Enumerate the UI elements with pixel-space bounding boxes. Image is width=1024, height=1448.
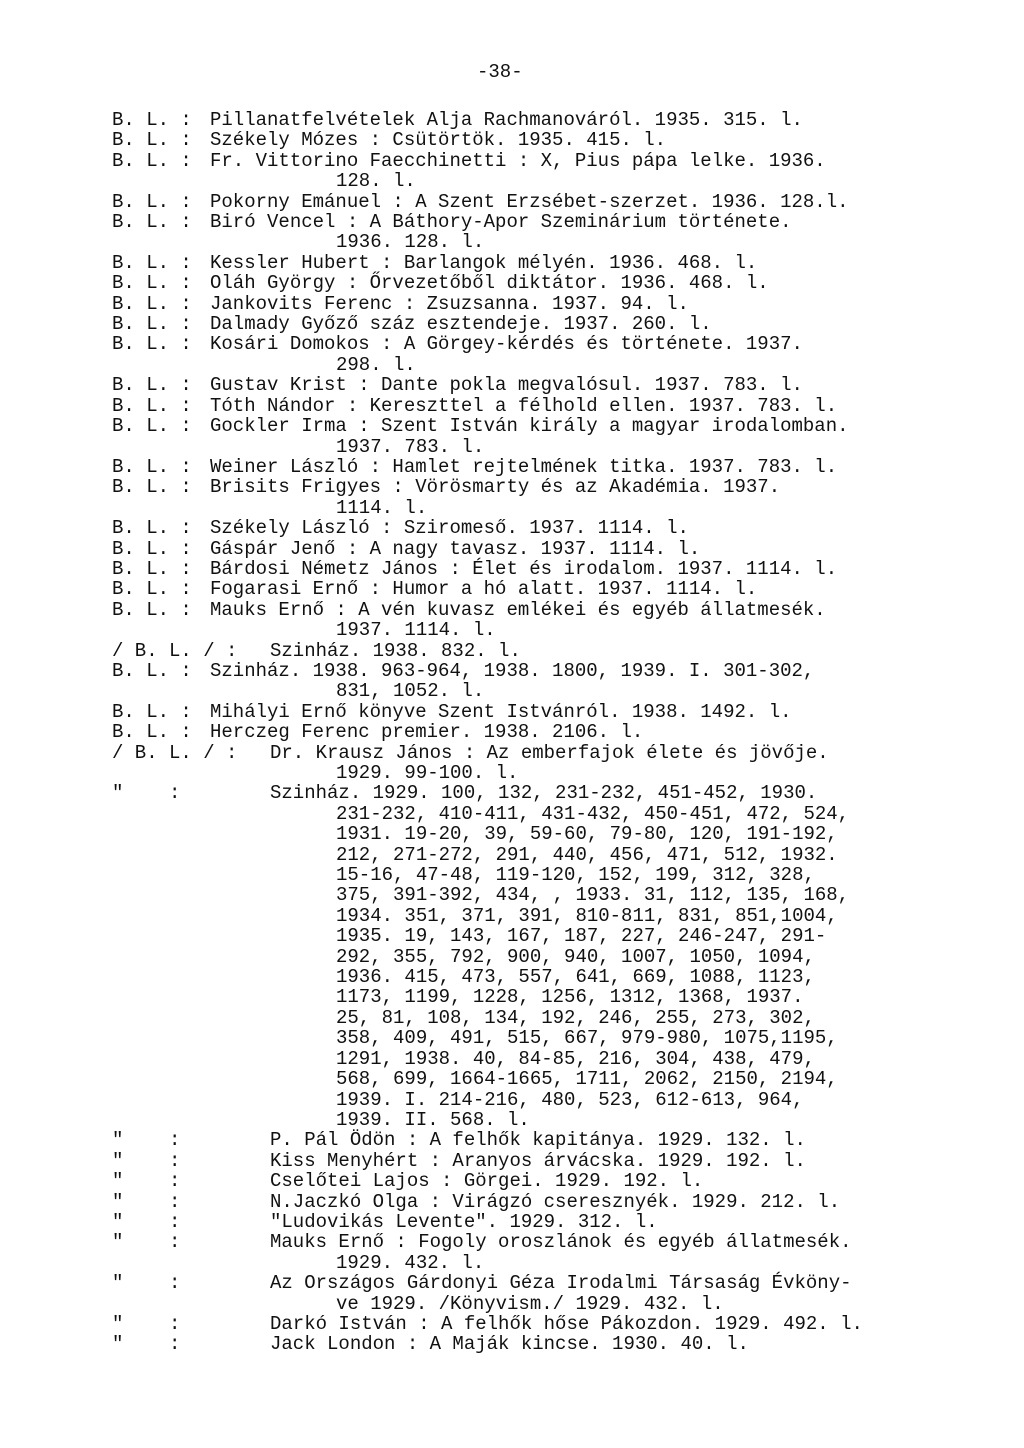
bibliography-entry — [112, 661, 992, 702]
entry-source-prefix: B. L. : — [112, 598, 204, 621]
entry-source-prefix: B. L. : — [112, 313, 204, 336]
bibliography-entry — [112, 600, 992, 641]
entry-text: "Ludovikás Levente". 1929. 312. l. — [270, 1210, 658, 1233]
entry-source-prefix: B. L. : — [112, 129, 204, 152]
entry-source-prefix: B. L. : — [112, 149, 204, 172]
entry-text: Kessler Hubert : Barlangok mélyén. 1936. 468. l. — [210, 251, 758, 274]
entry-text: Székely László : Sziromeső. 1937. 1114. l. — [210, 517, 689, 540]
bibliography-entry — [112, 1314, 992, 1334]
entry-text: Gustav Krist : Dante pokla megvalósul. 1937. 783. l. — [210, 374, 803, 397]
entry-source-prefix: B. L. : — [112, 455, 204, 478]
entry-source-prefix: B. L. : — [112, 578, 204, 601]
entry-source-prefix: B. L. : — [112, 190, 204, 213]
entry-source-prefix: B. L. : — [112, 721, 204, 744]
entry-text: Mauks Ernő : Fogoly oroszlánok és egyéb állatmesék. 1929. 432. l. — [270, 1231, 852, 1274]
entry-source-prefix: B. L. : — [112, 272, 204, 295]
entry-text: N.Jaczkó Olga : Virágzó cseresznyék. 1929. 212. l. — [270, 1190, 841, 1213]
entry-text: P. Pál Ödön : A felhők kapitánya. 1929. 132. l. — [270, 1129, 806, 1152]
bibliography-entry — [112, 579, 992, 599]
entry-text: Jankovits Ferenc : Zsuzsanna. 1937. 94. l. — [210, 292, 689, 315]
entry-text: Pillanatfelvételek Alja Rachmanováról. 1935. 315. l. — [210, 109, 803, 131]
bibliography-entry — [112, 641, 992, 661]
entry-source-prefix: B. L. : — [112, 537, 204, 560]
bibliography-entry — [112, 212, 992, 253]
bibliography-entry — [112, 1334, 992, 1354]
bibliography-entry — [112, 1273, 992, 1314]
entry-source-prefix: " : — [112, 1312, 192, 1335]
bibliography-entry — [112, 130, 992, 150]
entry-text: Tóth Nándor : Kereszttel a félhold ellen. 1937. 783. l. — [210, 394, 838, 417]
bibliography-entry — [112, 151, 992, 192]
entry-source-prefix: B. L. : — [112, 374, 204, 397]
entry-text: Gockler Irma : Szent István király a magyar irodalomban. 1937. 783. l. — [210, 415, 849, 458]
bibliography-entry — [112, 396, 992, 416]
bibliography-entry — [112, 457, 992, 477]
entry-text: Darkó István : A felhők hőse Pákozdon. 1929. 492. l. — [270, 1312, 863, 1335]
bibliography-entry — [112, 743, 992, 784]
bibliography-entry — [112, 416, 992, 457]
bibliography-entry — [112, 375, 992, 395]
entry-text: Dr. Krausz János : Az emberfajok élete és jövője. 1929. 99-100. l. — [270, 741, 829, 784]
entry-source-prefix: B. L. : — [112, 333, 204, 356]
entry-text: Dalmady Győző száz esztendeje. 1937. 260. l. — [210, 313, 712, 336]
entry-source-prefix: B. L. : — [112, 109, 204, 131]
entry-text: Az Országos Gárdonyi Géza Irodalmi Társaság Évköny- ve 1929. /Könyvism./ 1929. 432. l. — [270, 1272, 852, 1315]
bibliography-entry — [112, 294, 992, 314]
entry-source-prefix: " : — [112, 1190, 192, 1213]
entry-source-prefix: " : — [112, 1129, 192, 1152]
entry-text: Cselőtei Lajos : Görgei. 1929. 192. l. — [270, 1170, 704, 1193]
entry-text: Gáspár Jenő : A nagy tavasz. 1937. 1114. l. — [210, 537, 701, 560]
entry-source-prefix: B. L. : — [112, 415, 204, 438]
entry-text: Kosári Domokos : A Görgey-kérdés és története. 1937. 298. l. — [210, 333, 803, 376]
entry-source-prefix: " : — [112, 1170, 192, 1193]
page-number: -38- — [477, 61, 523, 83]
entry-source-prefix: B. L. : — [112, 517, 204, 540]
entry-text: Mauks Ernő : A vén kuvasz emlékei és egyéb állatmesék. 1937. 1114. l. — [210, 598, 826, 642]
entry-source-prefix: " : — [112, 782, 192, 805]
entry-text: Mihályi Ernő könyve Szent Istvánról. 1938. 1492. l. — [210, 700, 792, 723]
entry-source-prefix: B. L. : — [112, 251, 204, 274]
bibliography-entry — [112, 722, 992, 742]
entry-source-prefix: B. L. : — [112, 659, 204, 682]
entry-text: Herczeg Ferenc premier. 1938. 2106. l. — [210, 721, 644, 744]
bibliography-entry — [112, 314, 992, 334]
entry-source-prefix: B. L. : — [112, 476, 204, 499]
entry-text: Weiner László : Hamlet rejtelmének titka. 1937. 783. l. — [210, 455, 838, 478]
entry-text: Fogarasi Ernő : Humor a hó alatt. 1937. 1114. l. — [210, 578, 758, 601]
entry-text: Fr. Vittorino Faecchinetti : X, Pius pápa lelke. 1936. 128. l. — [210, 149, 826, 193]
bibliography-entry — [112, 518, 992, 538]
entry-text: Bárdosi Németz János : Élet és irodalom. 1937. 1114. l. — [210, 557, 838, 580]
bibliography-entry — [112, 273, 992, 293]
entry-source-prefix: / B. L. / : — [112, 741, 249, 764]
bibliography-entry — [112, 1151, 992, 1171]
bibliography-entry — [112, 1192, 992, 1212]
entry-source-prefix: " : — [112, 1149, 192, 1172]
entry-text: Kiss Menyhért : Aranyos árvácska. 1929. 192. l. — [270, 1149, 806, 1172]
bibliography-entry — [112, 192, 992, 212]
entry-text: Szinház. 1938. 832. l. — [270, 639, 521, 662]
entry-text: Brisits Frigyes : Vörösmarty és az Akadémia. 1937. 1114. l. — [210, 476, 781, 519]
bibliography-list — [112, 110, 992, 1355]
entry-text: Szinház. 1929. 100, 132, 231-232, 451-452, 1930. 231-232, 410-411, 431-432, 450-451, 472, 524, 1931. 19-20, 39, 59-60, 79-80, 120, 191-192, 212, 271-272, 291, 440, 456, 471, 512, 1932. 15-16, 47-48, 119-120, 152, 199, 312, 328, 375, 391-392, 434, , 1933. 31, 112, 135, 168, 1934. 351, 371, 391, 810-811, 831, 851,1004, 1935. 19, 143, 167, 187, 227, 246-247, 291- 292, 355, 792, 900, 940, 1007, 1050, 1094, 1936. 415, 473, 557, 641, 669, 1088, 1123, 1173, 1199, 1228, 1256, 1312, 1368, 1937. 25, 81, 108, 134, 192, 246, 255, 273, 302, 358, 409, 491, 515, 667, 979-980, 1075,1195, 1291, 1938. 40, 84-85, 216, 304, 438, 479, 568, 699, 1664-1665, 1711, 2062, 2150, 2194, 1939. I. 214-216, 480, 523, 612-613, 964, 1939. II. 568. l. — [270, 782, 850, 1131]
entry-source-prefix: " : — [112, 1333, 192, 1356]
bibliography-entry — [112, 783, 992, 1130]
entry-source-prefix: B. L. : — [112, 292, 204, 315]
entry-text: Szinház. 1938. 963-964, 1938. 1800, 1939. I. 301-302, 831, 1052. l. — [210, 659, 815, 703]
entry-source-prefix: B. L. : — [112, 700, 204, 723]
entry-text: Biró Vencel : A Báthory-Apor Szeminárium története. 1936. 128. l. — [210, 211, 792, 254]
entry-source-prefix: B. L. : — [112, 211, 204, 234]
bibliography-entry — [112, 334, 992, 375]
bibliography-entry — [112, 702, 992, 722]
entry-source-prefix: B. L. : — [112, 394, 204, 417]
bibliography-entry — [112, 1232, 992, 1273]
entry-text: Jack London : A Maják kincse. 1930. 40. l. — [270, 1333, 749, 1356]
bibliography-entry — [112, 1212, 992, 1232]
bibliography-entry — [112, 253, 992, 273]
bibliography-entry — [112, 477, 992, 518]
bibliography-entry — [112, 110, 992, 130]
entry-source-prefix: " : — [112, 1231, 192, 1254]
entry-source-prefix: / B. L. / : — [112, 639, 249, 662]
bibliography-entry — [112, 559, 992, 579]
entry-text: Pokorny Emánuel : A Szent Erzsébet-szerzet. 1936. 128.l. — [210, 190, 849, 213]
entry-source-prefix: " : — [112, 1210, 192, 1233]
entry-text: Székely Mózes : Csütörtök. 1935. 415. l. — [210, 129, 667, 152]
entry-source-prefix: B. L. : — [112, 557, 204, 580]
bibliography-entry — [112, 1171, 992, 1191]
entry-source-prefix: " : — [112, 1272, 192, 1295]
entry-text: Oláh György : Őrvezetőből diktátor. 1936. 468. l. — [210, 272, 769, 295]
bibliography-entry — [112, 539, 992, 559]
bibliography-entry — [112, 1130, 992, 1150]
